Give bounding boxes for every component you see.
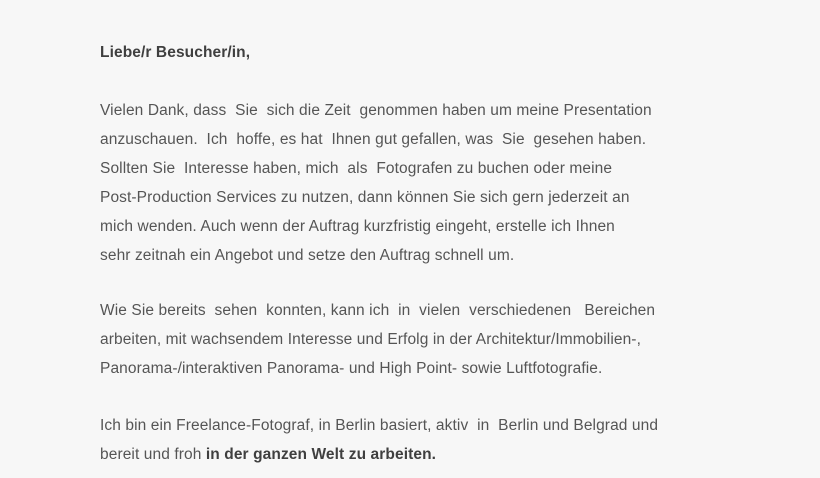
- paragraph-thanks: [100, 96, 720, 270]
- paragraph-line: Sollten Sie Interesse haben, mich als Fotografen zu buchen oder meine: [100, 159, 613, 177]
- paragraph-availability: [100, 411, 720, 469]
- paragraph-line-prefix: bereit und froh: [100, 445, 206, 463]
- paragraph-line-emphasis: in der ganzen Welt zu arbeiten.: [205, 445, 437, 463]
- paragraph-line: sehr zeitnah ein Angebot und setze den Auftrag schnell um.: [100, 246, 515, 264]
- paragraph-expertise: [100, 296, 720, 383]
- paragraph-line-mixed: [100, 440, 720, 469]
- paragraph-line: anzuschauen. Ich hoffe, es hat Ihnen gut gefallen, was Sie gesehen haben.: [100, 130, 647, 148]
- paragraph-line: Wie Sie bereits sehen konnten, kann ich in vielen verschiedenen Bereichen: [100, 301, 656, 319]
- paragraph-line: Ich bin ein Freelance-Fotograf, in Berlin basiert, aktiv in Berlin und Belgrad und: [100, 416, 659, 434]
- paragraph-line: Vielen Dank, dass Sie sich die Zeit genommen haben um meine Presentation: [100, 101, 652, 119]
- paragraph-line: Post-Production Services zu nutzen, dann können Sie sich gern jederzeit an: [100, 188, 630, 206]
- paragraph-line: mich wenden. Auch wenn der Auftrag kurzfristig eingeht, erstelle ich Ihnen: [100, 217, 615, 235]
- paragraph-line: arbeiten, mit wachsendem Interesse und Erfolg in der Architektur/Immobilien-,: [100, 330, 641, 348]
- paragraph-line: Panorama-/interaktiven Panorama- und High Point- sowie Luftfotografie.: [100, 359, 603, 377]
- salutation: Liebe/r Besucher/in,: [100, 44, 251, 61]
